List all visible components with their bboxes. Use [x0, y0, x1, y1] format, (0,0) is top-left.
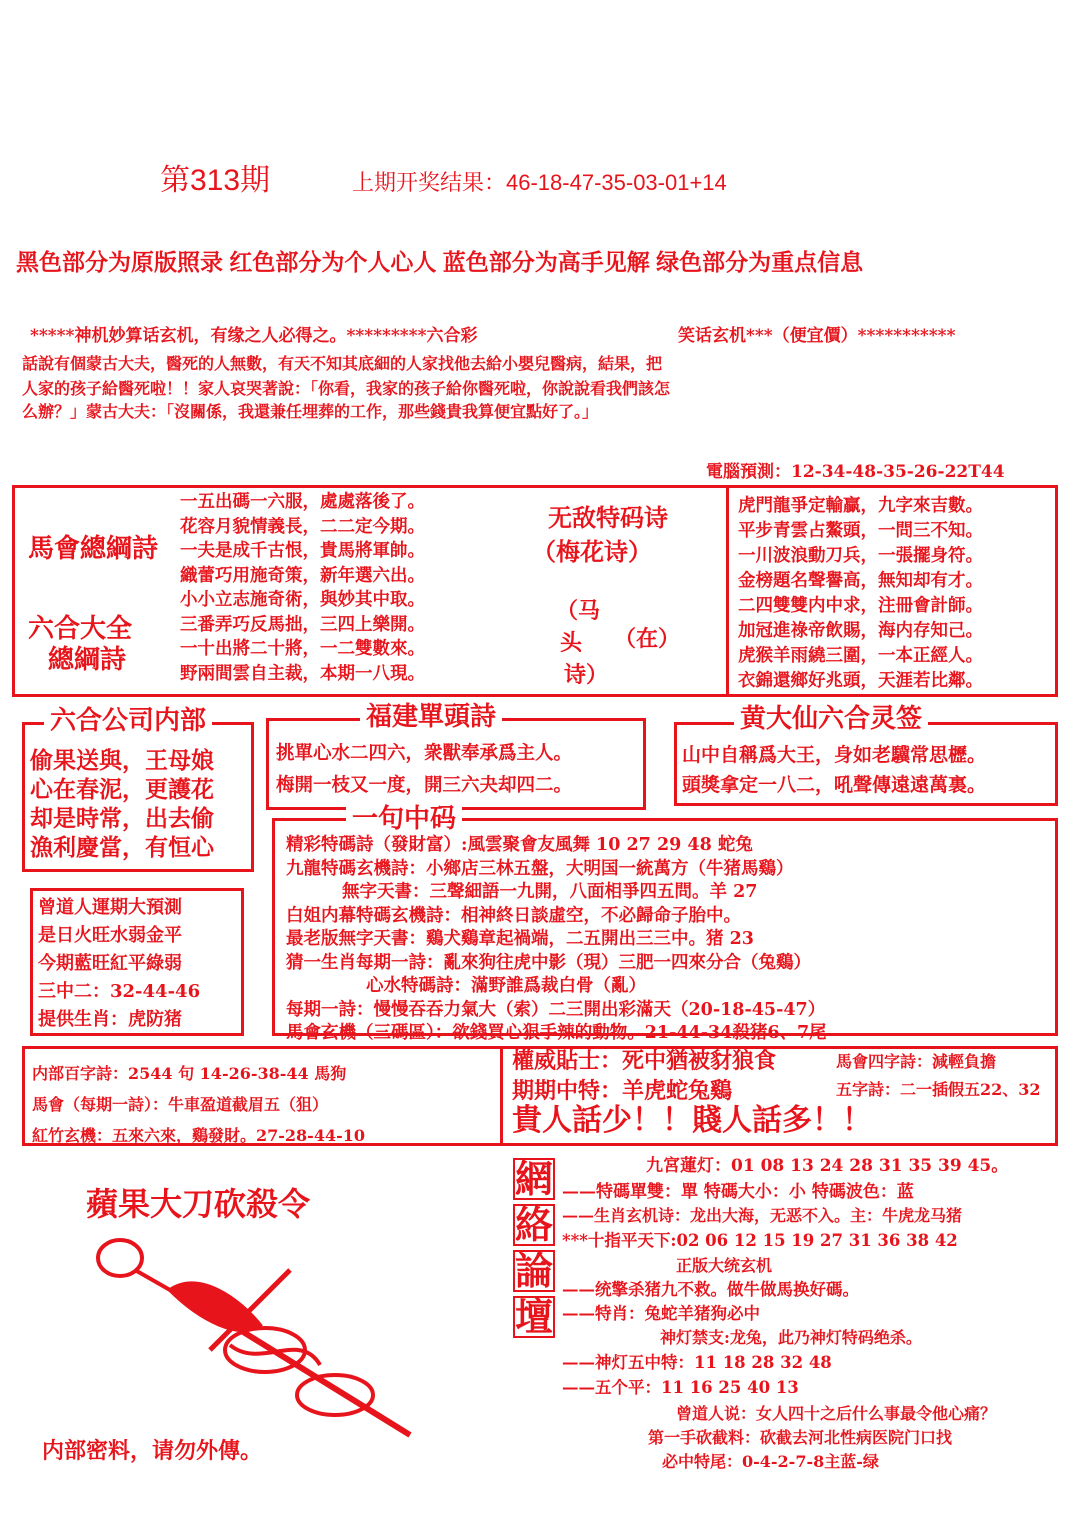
yijuzhongma-lines — [286, 834, 827, 1046]
forum-line: ——生肖玄机诗：龙出大海，无恶不入。主：牛虎龙马猪 — [562, 1206, 963, 1225]
wudi-note-3: （在） — [614, 626, 681, 652]
fujian-line: 挑單心水二四六，衆獸奉承爲主人。 — [276, 743, 573, 764]
poem-left-line: 一十出將二十將，一二雙數來。 — [180, 639, 425, 659]
yijuzhongma-title: 一句中码 — [346, 806, 462, 832]
forum-line: 必中特尾：0-4-2-7-8主蓝-绿 — [662, 1452, 879, 1471]
yijuzhongma-line: 精彩特碼詩（發財富）:風雲聚會友風舞 10 27 29 48 蛇兔 — [286, 835, 753, 855]
neibu-divider — [500, 1046, 503, 1146]
poem-left-line: 野兩間雲自主裁，本期一八現。 — [180, 663, 425, 684]
forum-line: 正版大统玄机 — [676, 1256, 773, 1275]
joke-line-4: 么辦？」蒙古大夫：「沒關係，我還兼任埋葬的工作，那些錢貴我算便宜點好了。」 — [22, 402, 599, 421]
poem-right-line: 加冠進祿帝飲賜，海内存知己。 — [738, 621, 983, 641]
poem-title-1: 馬會總綱詩 — [28, 534, 159, 564]
forum-line: 曾道人说：女人四十之后什么事最令他心痛？ — [676, 1404, 997, 1423]
poem-right-lines — [738, 494, 983, 694]
poem-right-line: 二四雙雙内中求，注冊會計師。 — [738, 596, 983, 616]
zengdao-line: 是日火旺水弱金平 — [38, 925, 182, 946]
forum-line: 九宮蓮灯：01 08 13 24 28 31 35 39 45。 — [646, 1156, 1009, 1176]
liuhe-line: 漁利慶當，有恒心 — [30, 834, 214, 861]
poem-left-line: 一夫是成千古恨，貴馬將軍帥。 — [180, 541, 425, 561]
poem-right-line: 一川波浪動刀兵，一張擺身符。 — [738, 546, 983, 566]
wudi-note-4: 诗） — [564, 662, 609, 688]
forum-line: ——统擎杀猪九不救。做牛做馬换好碼。 — [562, 1280, 859, 1299]
forum-title-char: 論 — [514, 1248, 553, 1293]
forum-vertical-title — [512, 1158, 556, 1362]
fujian-line: 梅開一枝又一度，開三六夬却四二。 — [276, 775, 573, 796]
wudi-subtitle: （梅花诗） — [532, 537, 652, 566]
poem-right-line: 虎猴羊雨繞三圍，一本正經人。 — [738, 646, 983, 666]
yijuzhongma-line: 白姐内幕特碼玄機詩：相神終日談虛空，不必歸命子胎中。 — [286, 905, 741, 926]
fujian-title: 福建單頭詩 — [360, 704, 502, 730]
huangdaxian-lines — [682, 740, 986, 800]
poem-left-line: 一五出碼一六服，處處落後了。 — [180, 492, 425, 512]
poem-left-line: 花容月貌情義長，二二定今期。 — [180, 516, 425, 537]
neibu-line: 内部百字詩：2544 句 14-26-38-44 馬狗 — [32, 1064, 347, 1083]
poem-box-top-rule — [12, 485, 532, 488]
qiqi-zhongte: 期期中特：羊虎蛇兔鷄 — [512, 1078, 733, 1104]
poem-right-line: 衣錦還鄉好兆頭，天涯若比鄰。 — [738, 671, 983, 691]
forum-title-char: 壇 — [514, 1294, 553, 1339]
issue-number: 第313期 — [160, 164, 271, 197]
yijuzhongma-line: 九龍特碼玄機詩：小鄉店三林五盤，大明国一統萬方（牛猪馬鷄） — [286, 858, 794, 879]
forum-line: 第一手砍截料：砍截去河北性病医院门口找 — [648, 1428, 953, 1447]
zengdao-line: 曾道人運期大預測 — [38, 897, 182, 918]
dagger-ornament-2 — [297, 1375, 373, 1415]
wudi-title: 无敌特码诗 — [548, 503, 668, 532]
neibu-line: 馬會（每期一詩）：牛車盈道截眉五（狙） — [32, 1095, 329, 1114]
liuhe-line: 却是時常，出去偷 — [30, 805, 214, 832]
huangdaxian-line: 山中自稱爲大王，身如老驥常思櫪。 — [682, 744, 987, 766]
zengdao-line: 今期藍旺紅平綠弱 — [38, 953, 182, 974]
forum-line: ——特碼單雙：單 特碼大小：小 特碼波色：蓝 — [562, 1182, 914, 1202]
guiren-slogan: 貴人話少！！賤人話多！！ — [512, 1103, 872, 1138]
wudi-note-2: 头 — [560, 630, 583, 656]
joke-line-1b: 笑话玄机***（便宜價）*********** — [678, 326, 956, 346]
yijuzhongma-line: 心水特碼詩：滿野誰爲裁白骨（亂） — [366, 976, 646, 996]
apple-knife-footer: 内部密料，请勿外傳。 — [42, 1438, 263, 1464]
wudi-note-1: （马 — [556, 598, 601, 624]
yijuzhongma-line: 馬會玄機（三碼區）：欲錢買心狠手辣的動物。21-44-34殺猪6、7尾 — [286, 1023, 827, 1043]
apple-knife-title: 蘋果大刀砍殺令 — [86, 1186, 311, 1222]
joke-line-1: *****神机妙算话玄机，有缘之人必得之。*********六合彩 — [30, 326, 478, 346]
forum-line: 神灯禁支:龙兔，此乃神灯特码绝杀。 — [660, 1328, 922, 1347]
liuhe-line: 心在春泥，更護花 — [30, 776, 214, 803]
huangdaxian-line: 頭獎拿定一八二，吼聲傳遠遠萬裏。 — [682, 774, 987, 796]
mahui-four-char: 馬會四字詩：減輕負擔 — [836, 1052, 997, 1071]
yijuzhongma-line: 無字天書：三聲細語一九開，八面相爭四五問。羊 27 — [342, 882, 758, 902]
liuhe-company-lines — [30, 746, 214, 862]
huangdaxian-title: 黄大仙六合灵签 — [734, 706, 928, 732]
dagger-illustration — [90, 1230, 420, 1440]
poem-left-lines — [180, 490, 425, 686]
poem-left-line: 小小立志施奇術，與妙其中取。 — [180, 590, 425, 610]
dagger-guard — [170, 1283, 260, 1330]
zengdao-line: 三中二：32-44-46 — [38, 981, 201, 1002]
forum-line: ***十指平天下:02 06 12 15 19 27 31 36 38 42 — [562, 1231, 958, 1250]
zengdao-line: 提供生肖：虎防猪 — [38, 1009, 182, 1030]
zengdao-lines — [38, 894, 200, 1034]
forum-line: ——特肖：兔蛇羊猪狗必中 — [562, 1304, 760, 1323]
quanwei-tip: 權威貼士：死中猶被豺狼食 — [512, 1048, 777, 1074]
poem-right-line: 金榜題名聲譽高，無知却有才。 — [738, 571, 983, 591]
wuzi-shi: 五字詩：二一插假五22、32 — [836, 1080, 1041, 1099]
joke-line-3: 人家的孩子給醫死啦！！家人哀哭著說：「你看，我家的孩子給你醫死啦，你說說看我們該怎 — [22, 379, 671, 398]
color-legend: 黑色部分为原版照录 红色部分为个人心人 蓝色部分为高手见解 绿色部分为重点信息 — [16, 249, 864, 275]
neibu-line: 紅竹玄機：五來六來，鷄發財。27-28-44-10 — [32, 1126, 365, 1145]
poem-right-line: 平步青雲占鰲頭，一問三不知。 — [738, 521, 983, 541]
yijuzhongma-line: 猜一生肖每期一詩：亂來狗往虎中影（現）三肥一四來分合（兔鷄） — [286, 952, 811, 973]
poem-title-3: 總綱詩 — [48, 645, 127, 675]
joke-line-2: 話說有個蒙古大夫，醫死的人無數，有天不知其底細的人家找他去給小嬰兒醫病，結果，把 — [22, 354, 663, 373]
poem-title-2: 六合大全 — [28, 614, 133, 644]
liuhe-company-title: 六合公司内部 — [44, 708, 212, 734]
forum-line: ——神灯五中特：11 18 28 32 48 — [562, 1353, 832, 1372]
neibu-lines — [32, 1058, 365, 1151]
forum-line: ——五个平：11 16 25 40 13 — [562, 1378, 799, 1397]
poem-left-line: 三番弄巧反馬拙，三四上樂開。 — [180, 614, 425, 635]
fujian-lines — [276, 738, 572, 802]
dagger-blade — [240, 1330, 410, 1435]
liuhe-line: 偷果送與，王母娘 — [30, 747, 214, 774]
poem-left-line: 織蕾巧用施奇策，新年選六出。 — [180, 565, 425, 586]
last-result: 上期开奖结果：46-18-47-35-03-01+14 — [352, 170, 727, 195]
yijuzhongma-line: 每期一詩：慢慢吞吞力氣大（索）二三開出彩滿天（20-18-45-47） — [286, 999, 826, 1020]
forum-title-char: 絡 — [514, 1202, 553, 1247]
forum-title-char: 網 — [514, 1156, 553, 1201]
computer-prediction: 電腦預測：12-34-48-35-26-22T44 — [706, 462, 1005, 482]
yijuzhongma-line: 最老版無字天書：鷄犬鷄章起禍端，二五開出三三中。猪 23 — [286, 929, 754, 949]
poem-right-line: 虎門龍爭定輸贏，九字來吉數。 — [738, 496, 983, 516]
poem-divider — [726, 485, 729, 697]
